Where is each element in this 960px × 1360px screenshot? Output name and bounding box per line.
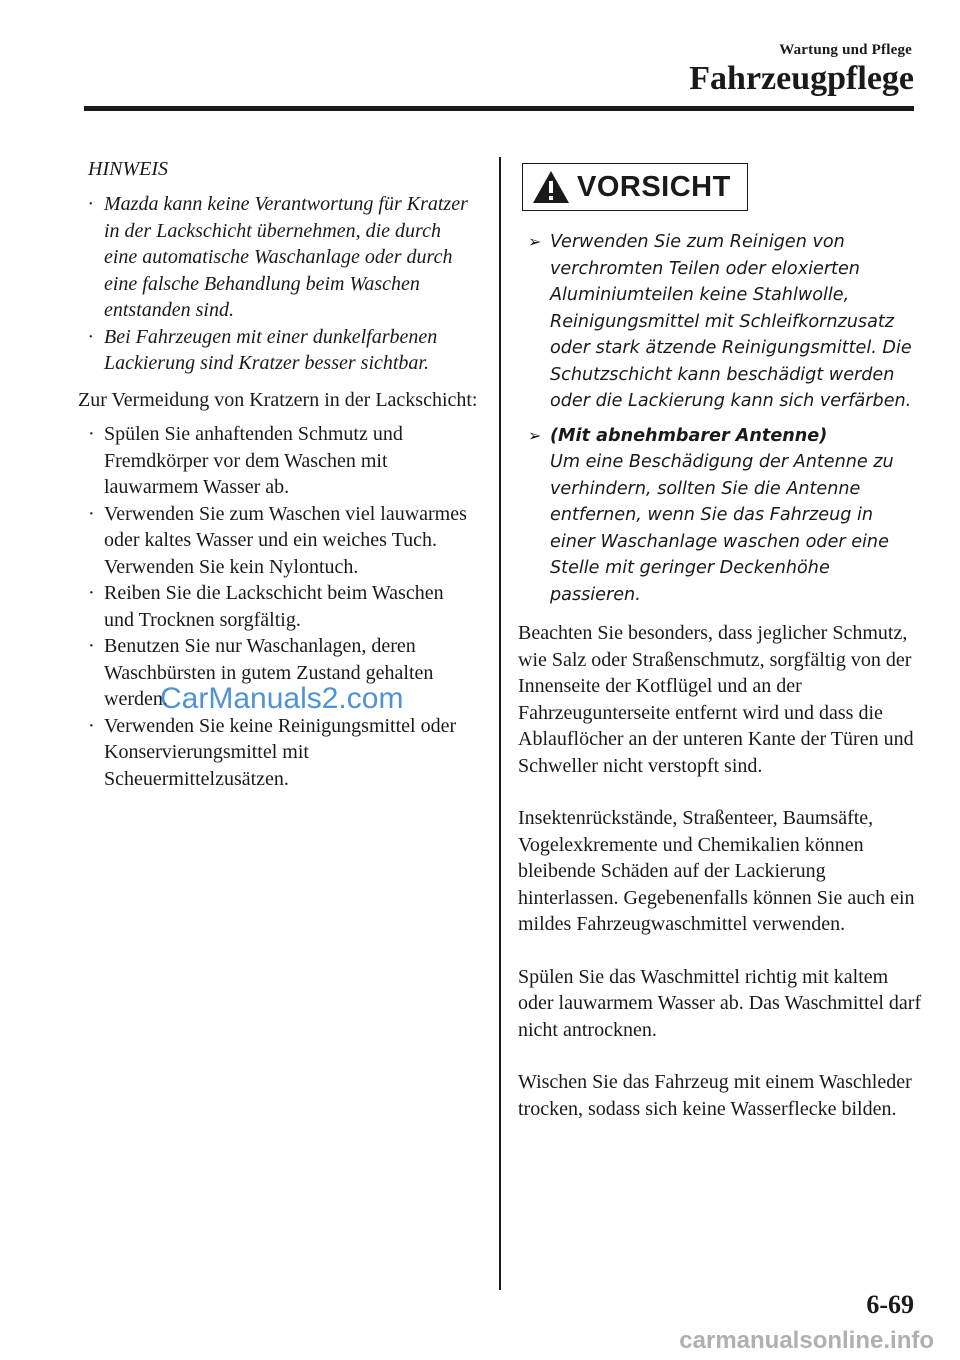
right-column: [512, 163, 922, 1122]
bullet-dot-icon: ·: [88, 193, 93, 215]
bullet-item: [78, 580, 478, 633]
site-mark: carmanualsonline.info: [679, 1327, 934, 1354]
header-section: Wartung und Pflege: [779, 42, 912, 58]
note-item: [78, 324, 478, 377]
bullet-item: [78, 713, 478, 793]
page-number: 6-69: [866, 1290, 914, 1319]
caution-label: VORSICHT: [577, 170, 731, 203]
body-paragraph: Wischen Sie das Fahrzeug mit einem Waschleder trocken, sodass sich keine Wasserflecke bilden.: [518, 1071, 912, 1120]
bullet-item: [78, 501, 478, 581]
column-divider: [499, 157, 501, 1290]
bullet-dot-icon: ·: [88, 325, 93, 348]
bullet-text: Reiben Sie die Lackschicht beim Waschen und Trocknen sorgfältig.: [104, 582, 444, 631]
bullet-text: Verwenden Sie zum Waschen viel lauwarmes oder kaltes Wasser und ein weiches Tuch. Verwenden Sie kein Nylontuch.: [104, 502, 467, 578]
note-text: Mazda kann keine Verantwortung für Kratzer in der Lackschicht übernehmen, die durch eine automatische Waschanlage oder durch eine falsche Behandlung beim Waschen entstanden sind.: [104, 193, 468, 321]
bullet-text: Spülen Sie anhaftenden Schmutz und Fremdkörper vor dem Waschen mit lauwarmem Wasser ab.: [104, 423, 403, 498]
note-text: Bei Fahrzeugen mit einer dunkelfarbenen Lackierung sind Kratzer besser sichtbar.: [104, 325, 438, 374]
arrow-bullet-icon: ➢: [528, 425, 542, 445]
warning-text: Verwenden Sie zum Reinigen von verchromten Teilen oder eloxierten Aluminiumteilen keine Stahlwolle, Reinigungsmittel mit Schleifkornzusatz oder stark ätzende Reinigungsmittel. Die Schutzschicht kann beschädigt werden oder die Lackierung kann sich verfärben.: [550, 232, 912, 411]
page-title: Fahrzeugpflege: [689, 60, 914, 97]
header-rule: [84, 106, 914, 111]
bullet-dot-icon: ·: [88, 635, 95, 657]
intro-paragraph: Zur Vermeidung von Kratzern in der Lackschicht:: [78, 388, 478, 411]
bullet-text: Benutzen Sie nur Waschanlagen, deren Waschbürsten in gutem Zustand gehalten werden.: [104, 635, 434, 710]
body-paragraph: Beachten Sie besonders, dass jeglicher Schmutz, wie Salz oder Straßenschmutz, sorgfältig von der Innenseite der Kotflügel und an der Fahrzeugunterseite entfernt wird und dass die Ablauflöcher an der unteren Kante der Türen und Schweller nicht verstopft sind.: [518, 622, 914, 777]
bullet-dot-icon: ·: [88, 502, 95, 525]
bullet-text: Verwenden Sie keine Reinigungsmittel oder Konservierungsmittel mit Scheuermittelzusätzen.: [104, 714, 457, 790]
arrow-bullet-icon: ➢: [528, 232, 542, 251]
warning-text: Um eine Beschädigung der Antenne zu verhindern, sollten Sie die Antenne entfernen, wenn Sie das Fahrzeug in einer Waschanlage waschen oder eine Stelle mit geringer Deckenhöhe passieren.: [550, 452, 894, 605]
watermark: CarManuals2.com: [160, 682, 404, 715]
bullet-dot-icon: ·: [88, 423, 95, 445]
caution-box: [522, 163, 748, 211]
body-paragraph: Spülen Sie das Waschmittel richtig mit kaltem oder lauwarmem Wasser ab. Das Waschmittel darf nicht antrocknen.: [518, 965, 922, 1041]
note-heading: HINWEIS: [88, 158, 168, 180]
warning-title: (Mit abnehmbarer Antenne): [550, 425, 828, 446]
note-item: [78, 191, 478, 324]
bullet-item: [78, 421, 478, 501]
bullet-dot-icon: ·: [88, 714, 95, 737]
warning-item: [512, 229, 922, 415]
bullet-dot-icon: ·: [88, 582, 95, 604]
warning-triangle-icon: [531, 169, 571, 205]
body-paragraph: Insektenrückstände, Straßenteer, Baumsäfte, Vogelexkremente und Chemikalien können bleibende Schäden auf der Lackierung hinterlassen. Gegebenenfalls können Sie auch ein mildes Fahrzeugwaschmittel verwenden.: [518, 807, 915, 935]
warning-item: [512, 423, 922, 609]
